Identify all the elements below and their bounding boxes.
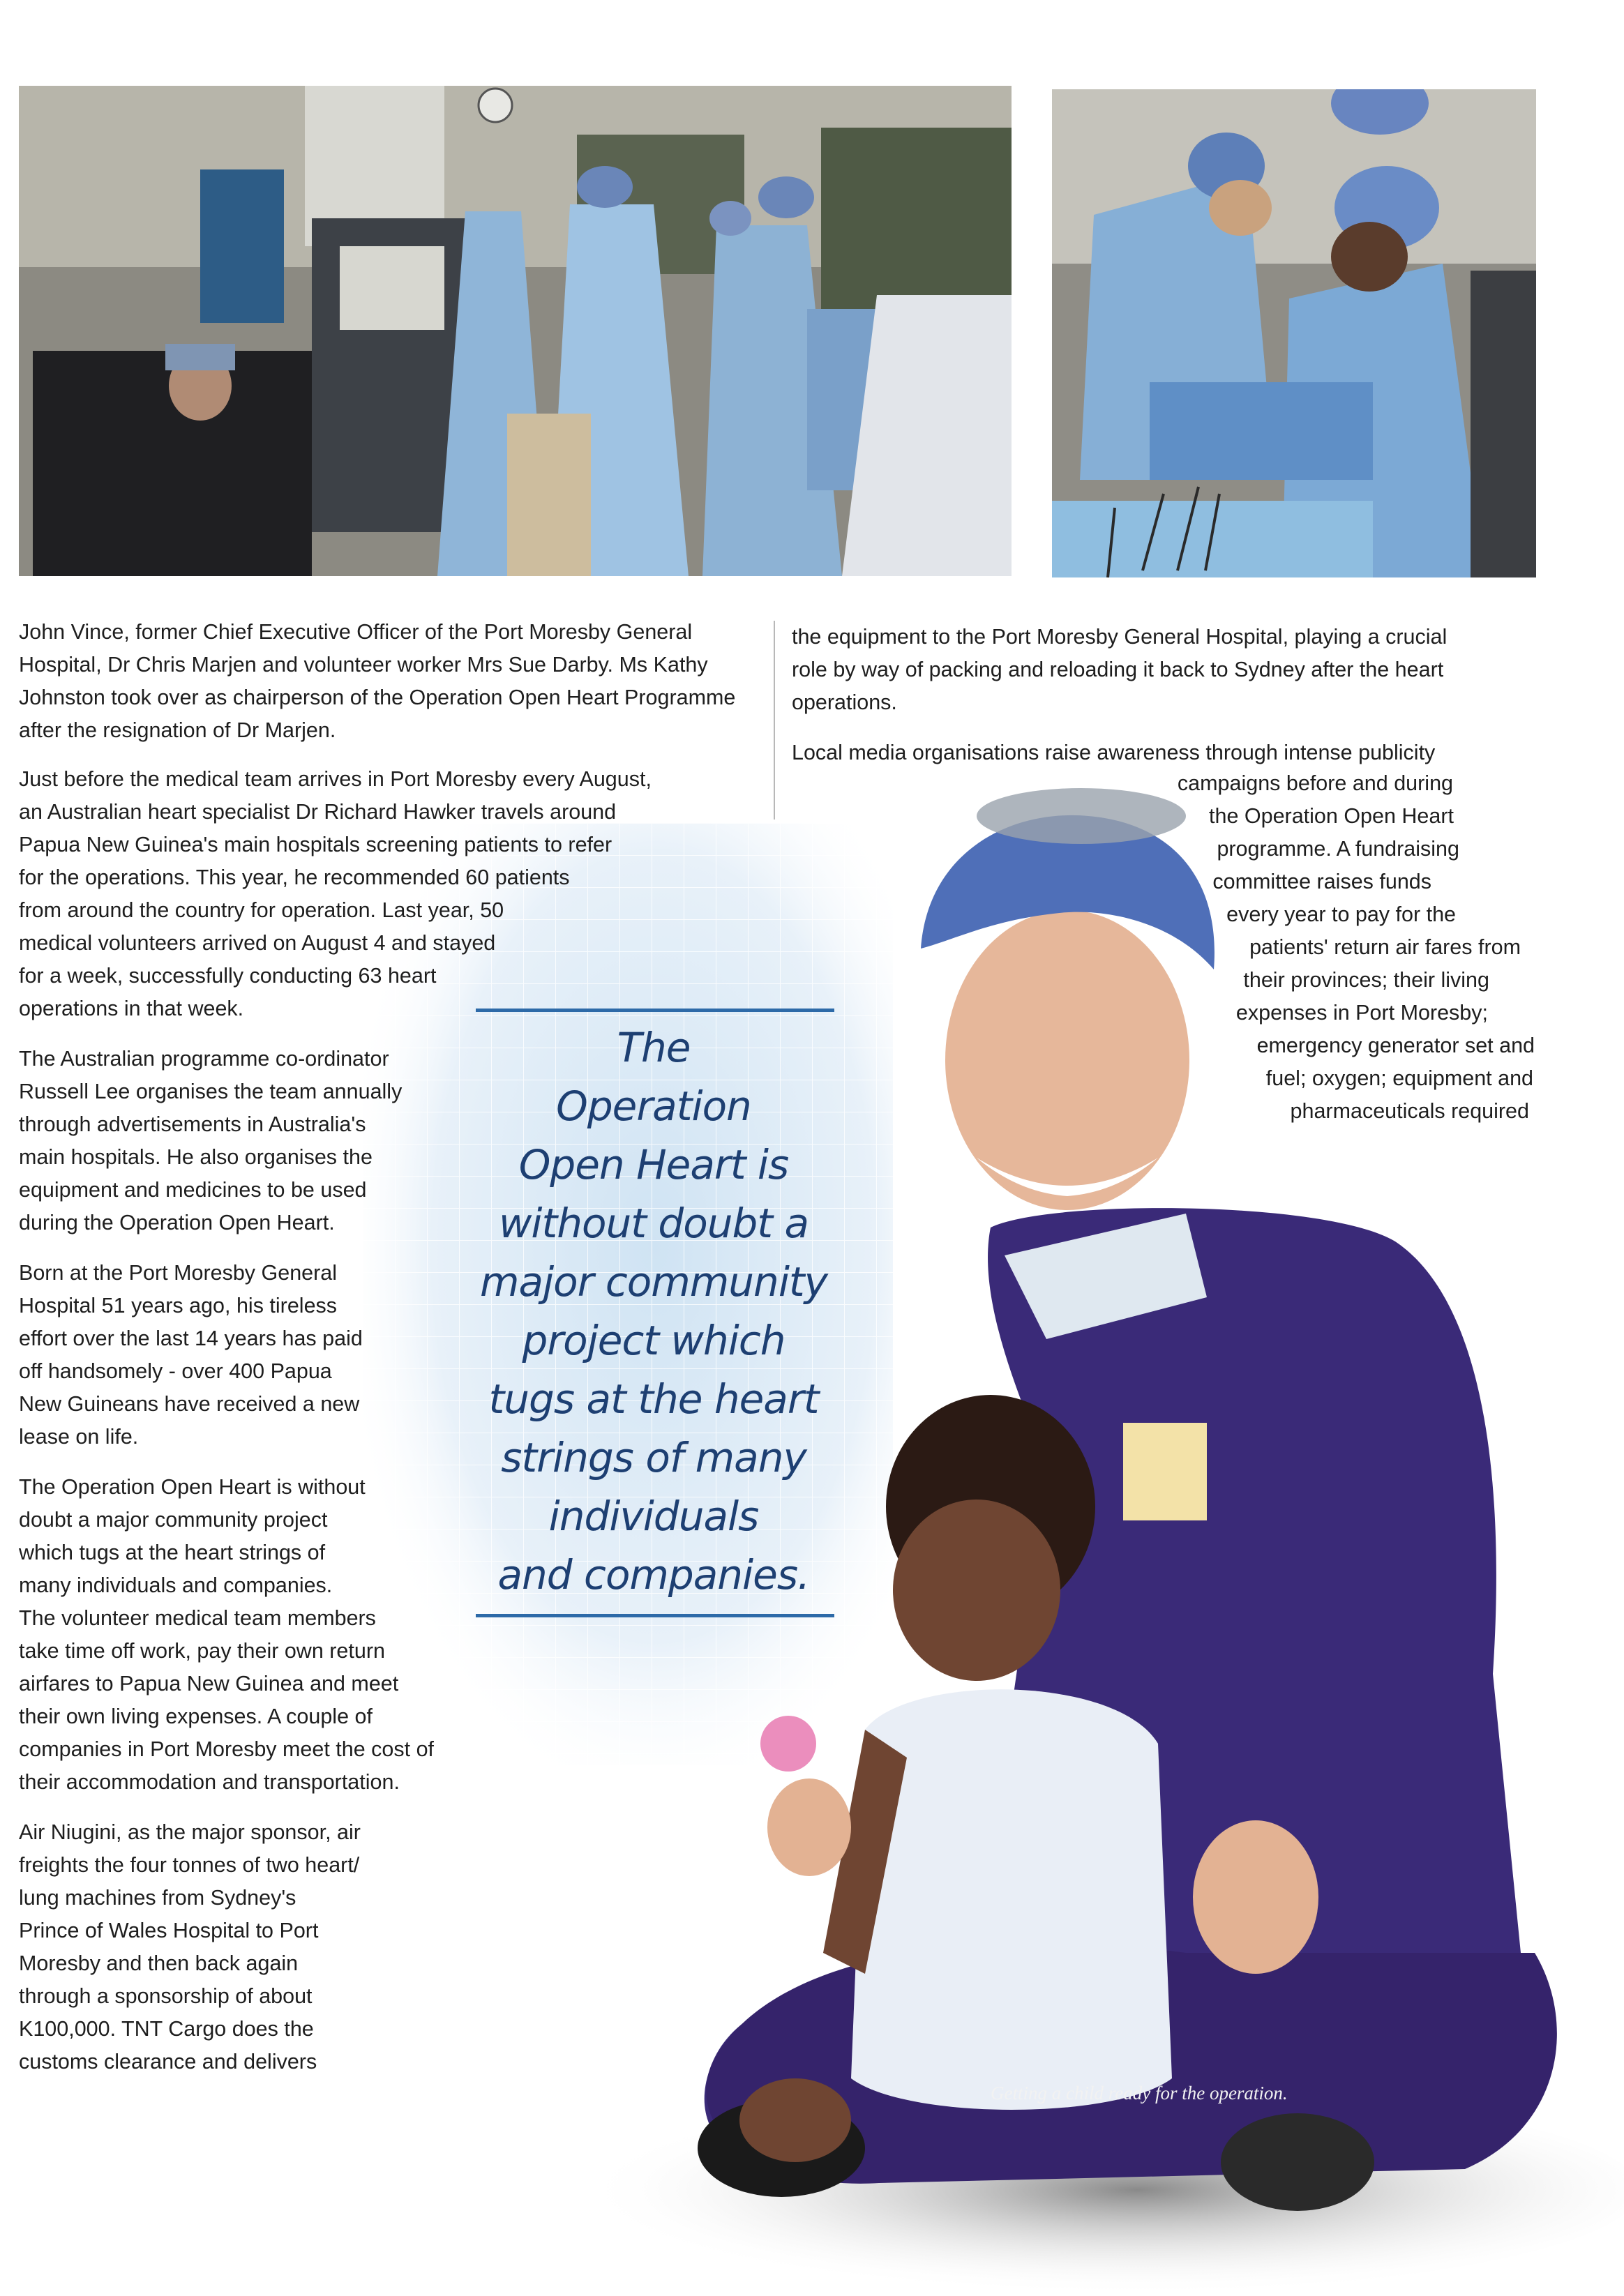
right-wrap-line: campaigns before and during [1177,771,1453,795]
paragraph-line: through advertisements in Australia's [19,1112,366,1136]
paragraph-line: an Australian heart specialist Dr Richard Hawker travels around [19,800,617,824]
right-paragraph-1-line: operations. [792,690,897,714]
paragraph-line: during the Operation Open Heart. [19,1211,335,1234]
pull-quote-line: The [617,1024,691,1071]
right-paragraph-2-line: Local media organisations raise awareness through intense publicity [792,741,1436,764]
right-wrap-line: the Operation Open Heart [1209,804,1454,828]
pull-quote-line: Open Heart is [518,1141,789,1188]
pull-quote-line: Operation [556,1082,751,1130]
pull-quote-line: tugs at the heart [488,1375,819,1423]
pull-quote [469,1018,839,1604]
paragraph-line: airfares to Papua New Guinea and meet [19,1672,399,1695]
paragraph-line: customs clearance and delivers [19,2050,317,2074]
paragraph-line: main hospitals. He also organises the [19,1145,373,1169]
paragraph-line: which tugs at the heart strings of [19,1541,326,1564]
paragraph-line: effort over the last 14 years has paid [19,1327,363,1350]
right-wrap-line: fuel; oxygen; equipment and [1265,1066,1533,1090]
paragraph-line: freights the four tonnes of two heart/ [19,1853,360,1877]
paragraph-line: New Guineans have received a new [19,1392,360,1416]
paragraph-line: companies in Port Moresby meet the cost of [19,1737,435,1761]
paragraph-line: take time off work, pay their own return [19,1639,385,1663]
right-wrap-line: programme. A fundraising [1217,837,1459,861]
paragraph-line: K100,000. TNT Cargo does the [19,2017,314,2041]
paragraph-line: Moresby and then back again [19,1951,299,1975]
paragraph-line: Just before the medical team arrives in Port Moresby every August, [19,767,652,791]
right-wrap-line: pharmaceuticals required [1290,1099,1529,1123]
paragraph-line: Air Niugini, as the major sponsor, air [19,1820,361,1844]
pull-quote-line: without doubt a [498,1200,809,1247]
surgeons-operating-photo [1052,89,1536,577]
paragraph-line: The Australian programme co-ordinator [19,1047,389,1071]
paragraph-6 [19,1816,758,2078]
pull-quote-line: project which [522,1317,785,1364]
right-paragraph-1-line: role by way of packing and reloading it back to Sydney after the heart [792,658,1444,681]
paragraph-line: operations in that week. [19,997,244,1020]
paragraph-line: The volunteer medical team members [19,1606,376,1630]
right-wrap-line: committee raises funds [1212,870,1431,893]
paragraph-line: medical volunteers arrived on August 4 and stayed [19,931,496,955]
right-wrap-line: emergency generator set and [1256,1034,1535,1057]
right-wrap-line: their provinces; their living [1243,968,1489,992]
right-wrap-line: patients' return air fares from [1249,935,1521,959]
paragraph-line: lung machines from Sydney's [19,1886,296,1910]
paragraph-line: for the operations. This year, he recommended 60 patients [19,866,570,889]
right-column-wrap [1151,767,1611,1128]
paragraph-line: from around the country for operation. Last year, 50 [19,898,504,922]
pull-quote-line: individuals [548,1493,759,1540]
photo-caption: Getting a child ready for the operation. [991,2083,1288,2104]
paragraph-line: Prince of Wales Hospital to Port [19,1919,319,1942]
right-wrap-line: expenses in Port Moresby; [1235,1001,1488,1025]
paragraph-line: equipment and medicines to be used [19,1178,367,1202]
paragraph-line: their accommodation and transportation. [19,1770,400,1794]
quote-rule-bottom [476,1614,834,1617]
paragraph-2 [19,763,758,1025]
quote-rule-top [476,1009,834,1012]
paragraph-line: their own living expenses. A couple of [19,1705,373,1728]
left-column [19,616,758,764]
paragraph-line: Hospital 51 years ago, his tireless [19,1294,338,1317]
paragraph-line: for a week, successfully conducting 63 heart [19,964,437,988]
paragraph-line: many individuals and companies. [19,1573,333,1597]
paragraph-line: through a sponsorship of about [19,1984,313,2008]
paragraph-line: lease on life. [19,1425,139,1449]
paragraph-line: Born at the Port Moresby General [19,1261,338,1285]
pull-quote-line: and companies. [497,1551,810,1599]
surgery-theatre-photo [19,86,1012,576]
paragraph-1: John Vince, former Chief Executive Officer of the Port Moresby General Hospital, Dr Chris Marjen and volunteer worker Mrs Sue Darby. Ms Kathy Johnston took over as chairperson of the Operation Open Heart Programme after the resignation of Dr Marjen. [19,620,736,742]
paragraph-line: The Operation Open Heart is without [19,1475,366,1499]
pull-quote-line: major community [480,1258,827,1306]
paragraph-line: doubt a major community project [19,1508,328,1532]
paragraph-line: off handsomely - over 400 Papua [19,1359,332,1383]
paragraph-line: Papua New Guinea's main hospitals screening patients to refer [19,833,612,856]
right-paragraph-1-line: the equipment to the Port Moresby General Hospital, playing a crucial [792,625,1448,649]
right-wrap-line: every year to pay for the [1226,902,1456,926]
pull-quote-line: strings of many [501,1434,806,1481]
right-column [792,621,1594,769]
paragraph-line: Russell Lee organises the team annually [19,1080,403,1103]
